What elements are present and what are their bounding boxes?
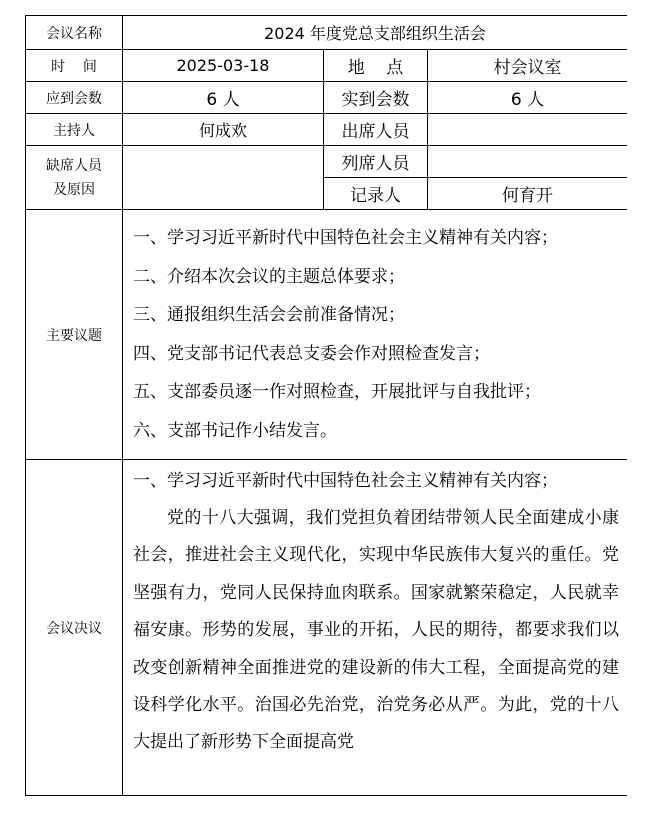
row-meeting-name <box>26 16 628 50</box>
attendees-label: 出席人员 <box>324 114 428 146</box>
row-resolution <box>26 460 628 796</box>
observers-label: 列席人员 <box>324 146 428 178</box>
expected-count-label: 应到会数 <box>26 82 123 114</box>
meeting-name-label: 会议名称 <box>26 16 123 50</box>
agenda-item: 三、通报组织生活会会前准备情况； <box>133 305 405 325</box>
agenda-content <box>123 210 628 460</box>
actual-count-value: 6 人 <box>428 82 628 114</box>
absent-label <box>26 146 123 210</box>
recorder-label: 记录人 <box>324 178 428 210</box>
attendees-value <box>428 114 628 146</box>
resolution-label: 会议决议 <box>26 460 123 796</box>
host-label: 主持人 <box>26 114 123 146</box>
agenda-label: 主要议题 <box>26 210 123 460</box>
meeting-name-value: 2024 年度党总支部组织生活会 <box>123 16 628 50</box>
absent-label-line2: 及原因 <box>53 181 95 198</box>
resolution-paragraph: 党的十八大强调，我们党担负着团结带领人民全面建成小康社会，推进社会主义现代化，实现中华民族伟大复兴的重任。党坚强有力，党同人民保持血肉联系。国家就繁荣稳定，人民就幸福安康。形势的发展，事业的开拓，人民的期待，都要求我们以改变创新精神全面推进党的建设新的伟大工程，全面提高党的建设科学化水平。治国必先治党，治党务必从严。为此，党的十八大提出了新形势下全面提高党 <box>133 508 620 753</box>
time-label: 时 间 <box>26 50 123 82</box>
row-absent-observers <box>26 146 628 178</box>
recorder-value: 何育开 <box>428 178 628 210</box>
row-host <box>26 114 628 146</box>
agenda-item: 一、学习习近平新时代中国特色社会主义精神有关内容； <box>133 228 558 248</box>
host-value: 何成欢 <box>123 114 324 146</box>
row-counts <box>26 82 628 114</box>
row-time-place <box>26 50 628 82</box>
observers-value <box>428 146 628 178</box>
resolution-content <box>123 460 628 796</box>
agenda-item: 二、介绍本次会议的主题总体要求； <box>133 266 405 287</box>
absent-label-line1: 缺席人员 <box>46 157 102 174</box>
absent-value <box>123 146 324 210</box>
row-agenda <box>26 210 628 460</box>
time-value: 2025-03-18 <box>123 50 324 82</box>
resolution-heading: 一、学习习近平新时代中国特色社会主义精神有关内容； <box>133 471 558 491</box>
meeting-record-form <box>25 15 627 798</box>
meeting-record-table <box>25 15 627 796</box>
place-label: 地 点 <box>324 50 428 82</box>
place-value: 村会议室 <box>428 50 628 82</box>
actual-count-label: 实到会数 <box>324 82 428 114</box>
agenda-item: 六、支部书记作小结发言。 <box>133 420 337 441</box>
expected-count-value: 6 人 <box>123 82 324 114</box>
agenda-item: 五、支部委员逐一作对照检查，开展批评与自我批评； <box>133 382 541 402</box>
agenda-item: 四、党支部书记代表总支委会作对照检查发言； <box>133 343 490 364</box>
